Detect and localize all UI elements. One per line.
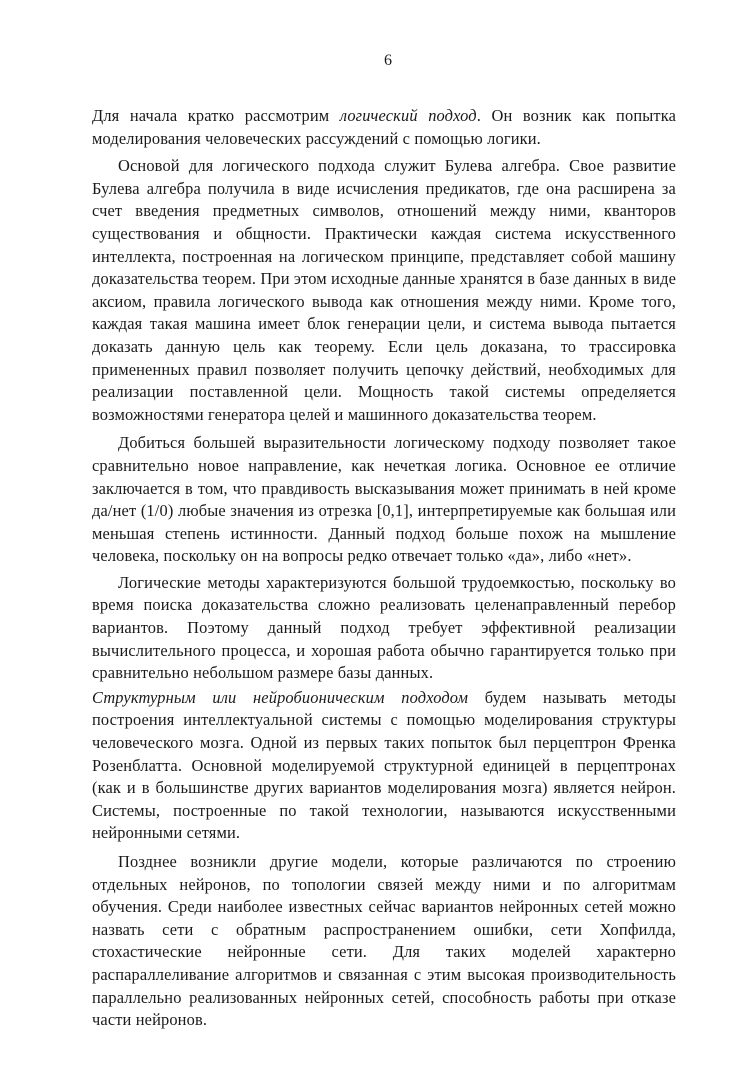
paragraph-logical-methods (92, 572, 676, 685)
paragraph-other-models (92, 851, 676, 1032)
paragraph-5-rest: будем называть методы построения интеллектуальной системы с помощью моделирования структуры человеческого мозга. Одной из первых таких попыток был перцептрон Френка Розенблатта. Основной моделируемой структурной единицей в перцептронах (как и в большинстве других вариантов моделирования мозга) является нейрон. Системы, построенные по такой технологии, называются искусственными нейронными сетями. (92, 687, 676, 843)
paragraph-3-text: Добиться большей выразительности логическому подходу позволяет такое сравнительно новое направление, как нечеткая логика. Основное ее отличие заключается в том, что правдивость высказывания может принимать в ней кроме да/нет (1/0) любые значения из отрезка [0,1], интерпретируемые как большая или меньшая степень истинности. Данный подход больше похож на мышление человека, поскольку он на вопросы редко отвечает только «да», либо «нет». (92, 433, 676, 566)
term-structural-approach: Структурным или нейробионическим подходом (92, 687, 469, 707)
page-number: 6 (384, 52, 392, 69)
term-logical-approach: логический подход (339, 106, 477, 125)
paragraph-6-text: Позднее возникли другие модели, которые различаются по строению отдельных нейронов, по топологии связей между ними и по алгоритмам обучения. Среди наиболее известных сейчас вариантов нейронных сетей можно назвать сети с обратным распространением ошибки, сети Хопфилда, стохастические нейронные сети. Для таких моделей характерно распараллеливание алгоритмов и связанная с этим высокая производительность параллельно реализованных нейронных сетей, способность работы при отказе части нейронов. (92, 852, 676, 1030)
document-page (92, 52, 676, 1032)
paragraph-boolean-algebra (92, 155, 676, 426)
paragraph-1-rest: . Он возник как попытка моделирования человеческих рассуждений с помощью логики. (92, 106, 677, 148)
paragraph-4-text: Логические методы характеризуются большой трудоемкостью, поскольку во время поиска доказательства сложно реализовать целенаправленный перебор вариантов. Поэтому данный подход требует эффективной реализации вычислительного процесса, и хорошая работа обычно гарантируется только при сравнительно небольшом размере базы данных. (92, 572, 676, 683)
paragraph-1-lead: Для начала кратко рассмотрим (92, 106, 340, 125)
paragraph-2-text: Основой для логического подхода служит Булева алгебра. Свое развитие Булева алгебра получила в виде исчисления предикатов, где она расширена за счет введения предметных символов, отношений между ними, кванторов существования и общности. Практически каждая система искусственного интеллекта, построенная на логическом принципе, представляет собой машину доказательства теорем. При этом исходные данные хранятся в базе данных в виде аксиом, правила логического вывода как отношения между ними. Кроме того, каждая такая машина имеет блок генерации цели, и система вывода пытается доказать данную цель как теорему. Если цель доказана, то трассировка примененных правил позволяет получить цепочку действий, необходимых для реализации поставленной цели. Мощность такой системы определяется возможностями генератора целей и машинного доказательства теорем. (92, 156, 676, 424)
paragraph-structural-approach (92, 687, 676, 845)
paragraph-fuzzy-logic (92, 432, 676, 568)
paragraph-logical-approach-intro (92, 105, 676, 150)
